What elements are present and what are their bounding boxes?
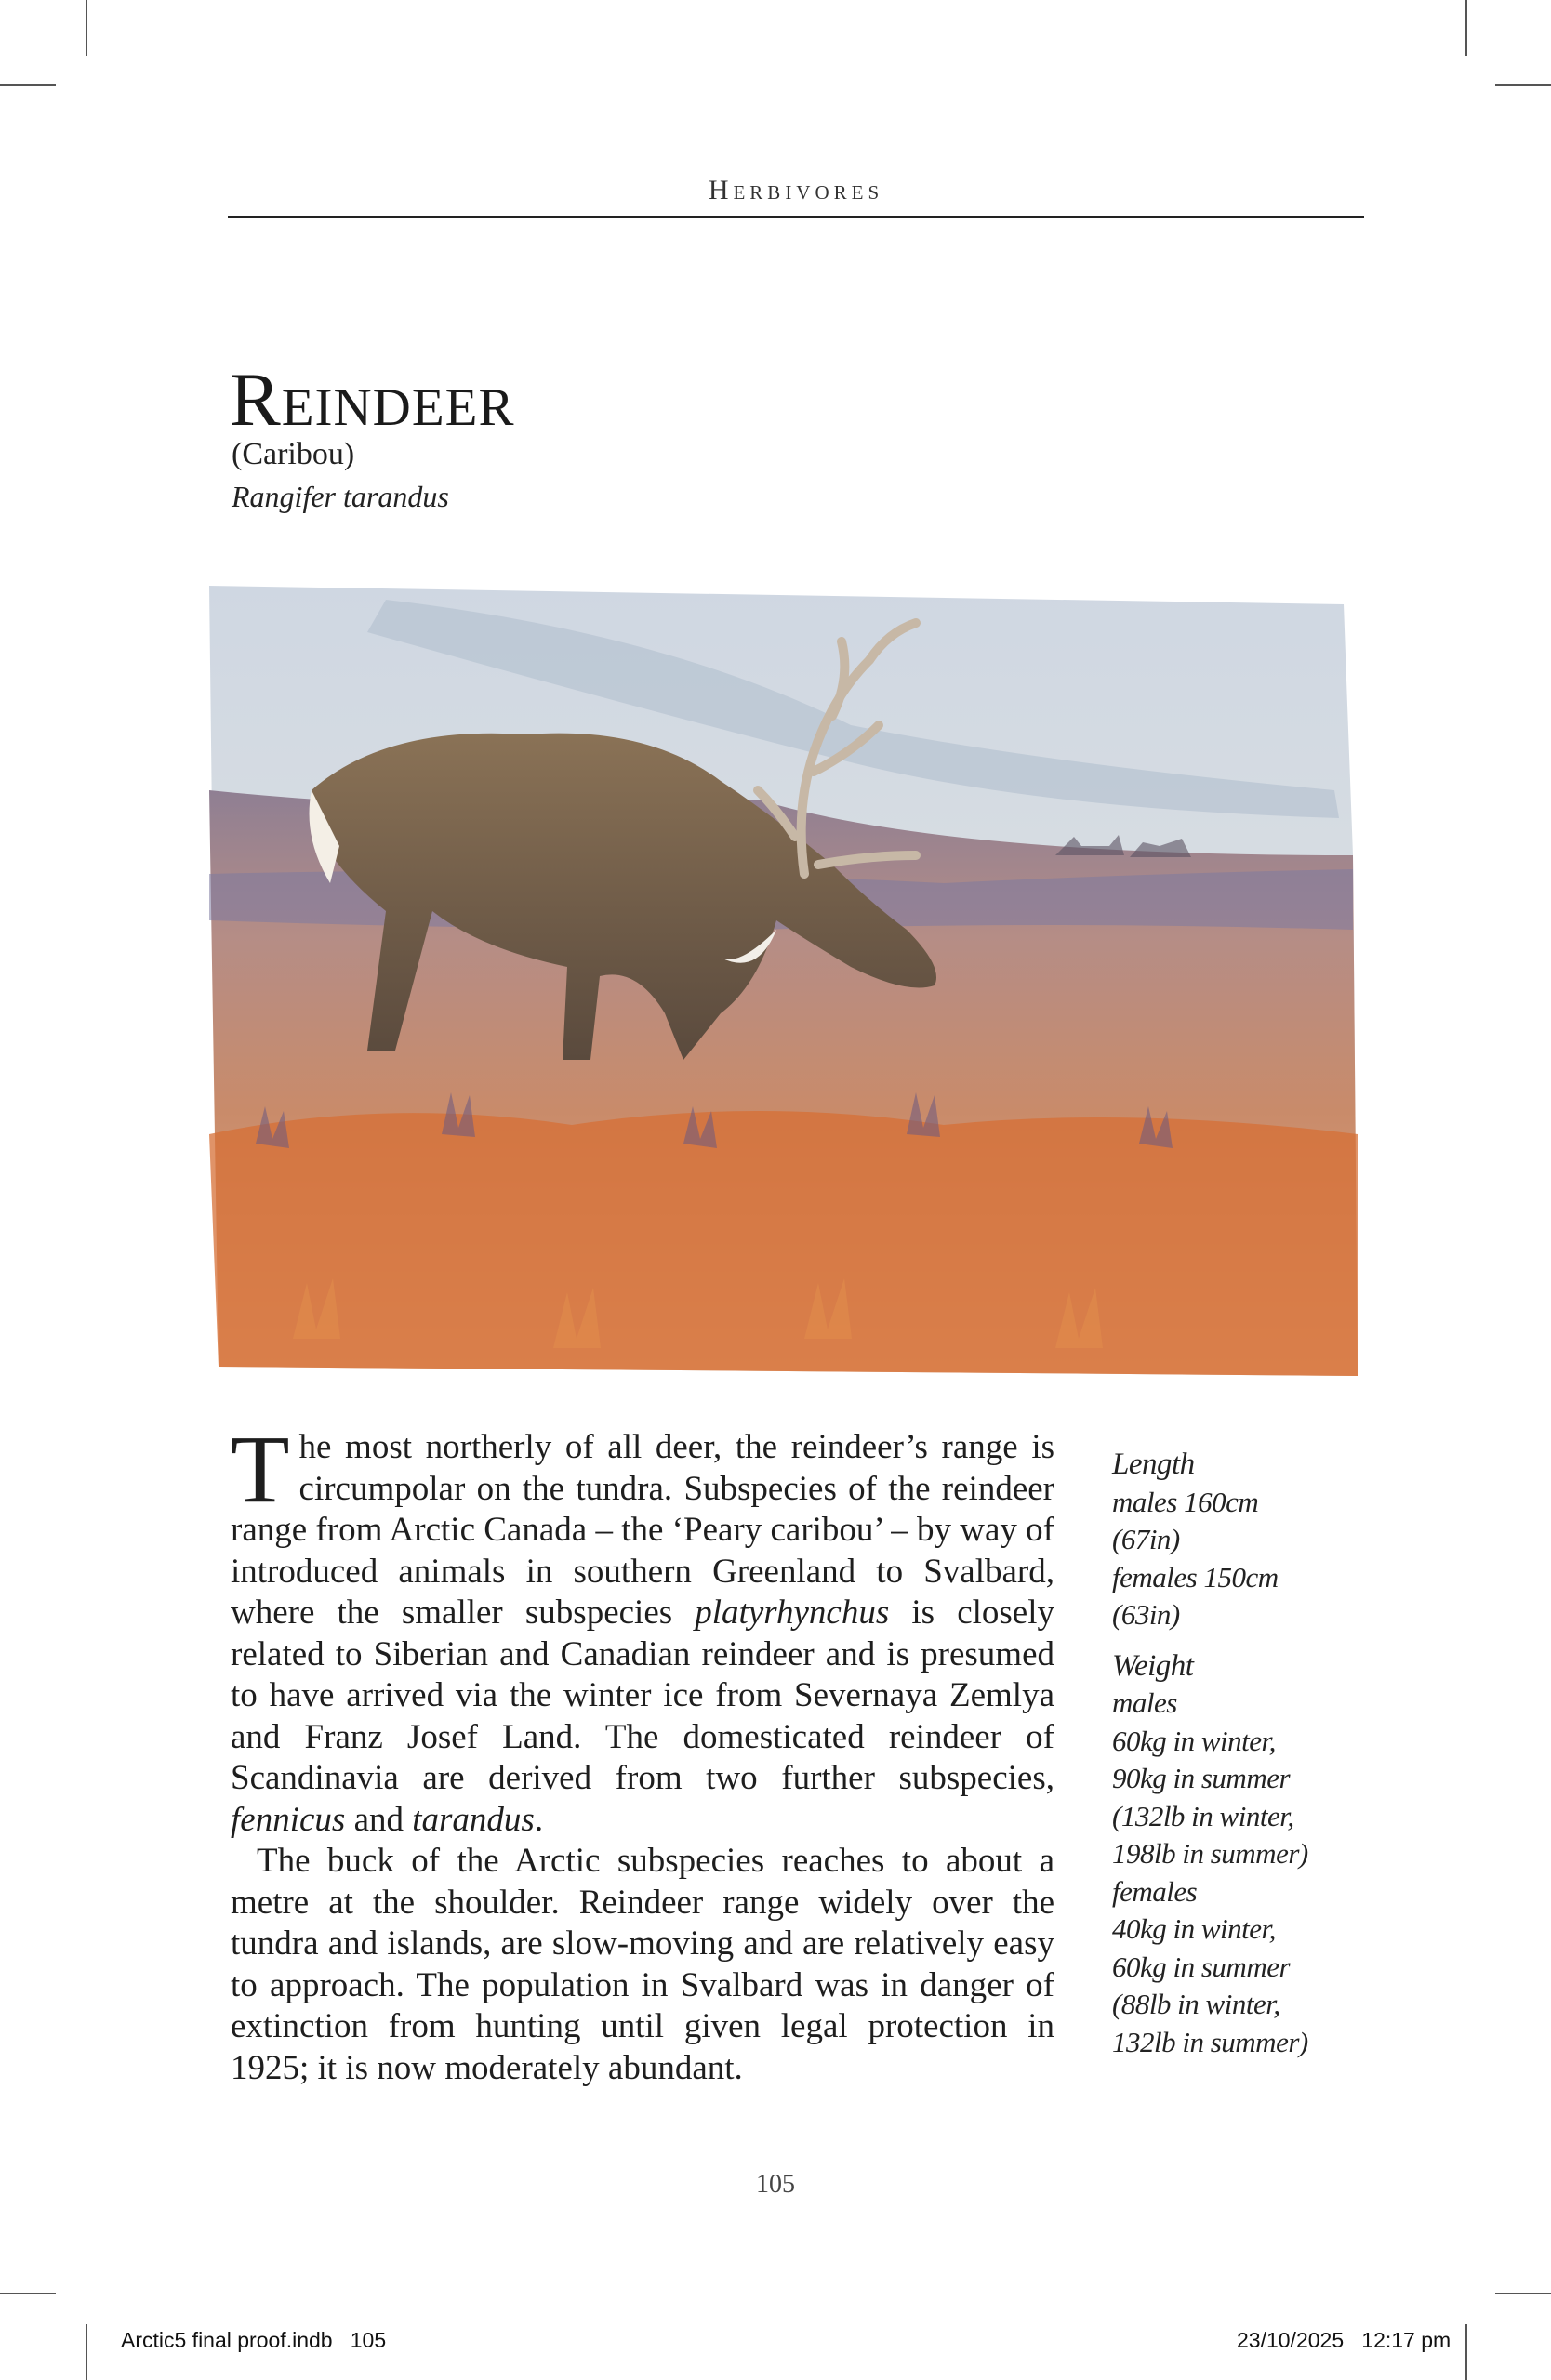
measurements-sidebar xyxy=(1112,1446,1354,2061)
latin-name: Rangifer tarandus xyxy=(232,480,449,513)
weight-line: males xyxy=(1112,1686,1177,1719)
crop-mark-bottom-left-h xyxy=(0,2293,56,2294)
weight-line: females xyxy=(1112,1874,1198,1908)
weight-line: (132lb in winter, xyxy=(1112,1799,1294,1832)
weight-line: 60kg in winter, xyxy=(1112,1724,1276,1757)
crop-mark-bottom-right-v xyxy=(1465,2324,1467,2380)
drop-cap: T xyxy=(231,1416,290,1523)
footer-file: Arctic5 final proof.indb 105 xyxy=(121,2328,387,2352)
paragraph-1: The most northerly of all deer, the reindeer’s range is circumpolar on the tundra. Subspecies of the reindeer range from Arctic Canada – the ‘Peary caribou’ – by way of introduced animals in southern Greenland to Svalbard, where the smaller subspecies platyrhynchus is closely related to Siberian and Canadian reindeer and is presumed to have arrived via the winter ice from Severnaya Zemlya and Franz Josef Land. The domesticated reindeer of Scandinavia are derived from two further subspecies, fennicus and tarandus. xyxy=(231,1416,1054,1839)
weight-line: 198lb in summer) xyxy=(1112,1837,1308,1870)
page-number: 105 xyxy=(756,2170,795,2199)
running-head: Herbivores xyxy=(708,175,884,205)
crop-mark-top-left-v xyxy=(86,0,87,56)
length-line: females 150cm xyxy=(1112,1560,1279,1593)
species-title: Reindeer xyxy=(230,357,515,442)
weight-line: 60kg in summer xyxy=(1112,1950,1291,1983)
paragraph-2: The buck of the Arctic subspecies reaches to about a metre at the shoulder. Reindeer range widely over the tundra and islands, are slow-moving and are relatively easy to approach. The population in Svalbard was in danger of extinction from hunting until given legal protection in 1925; it is now moderately abundant. xyxy=(231,1842,1054,2087)
footer-timestamp: 23/10/2025 12:17 pm xyxy=(1237,2328,1452,2352)
weight-label: Weight xyxy=(1112,1648,1194,1683)
weight-line: 132lb in summer) xyxy=(1112,2025,1308,2058)
common-name: (Caribou) xyxy=(232,437,355,471)
crop-mark-top-right-v xyxy=(1465,0,1467,56)
weight-line: (88lb in winter, xyxy=(1112,1988,1280,2020)
length-line: (63in) xyxy=(1112,1598,1180,1631)
body-text xyxy=(231,1416,1054,2089)
crop-mark-bottom-right-h xyxy=(1495,2293,1551,2294)
weight-line: 40kg in winter, xyxy=(1112,1912,1276,1945)
weight-line: 90kg in summer xyxy=(1112,1762,1291,1794)
sidebar-gap xyxy=(1112,1634,1354,1647)
reindeer-illustration xyxy=(200,576,1362,1385)
header-rule xyxy=(228,216,1364,218)
crop-mark-bottom-left-v xyxy=(86,2324,87,2380)
length-line: males 160cm xyxy=(1112,1485,1259,1518)
length-line: (67in) xyxy=(1112,1523,1180,1555)
length-label: Length xyxy=(1112,1448,1195,1481)
crop-mark-top-left-h xyxy=(0,84,56,86)
crop-mark-top-right-h xyxy=(1495,84,1551,86)
